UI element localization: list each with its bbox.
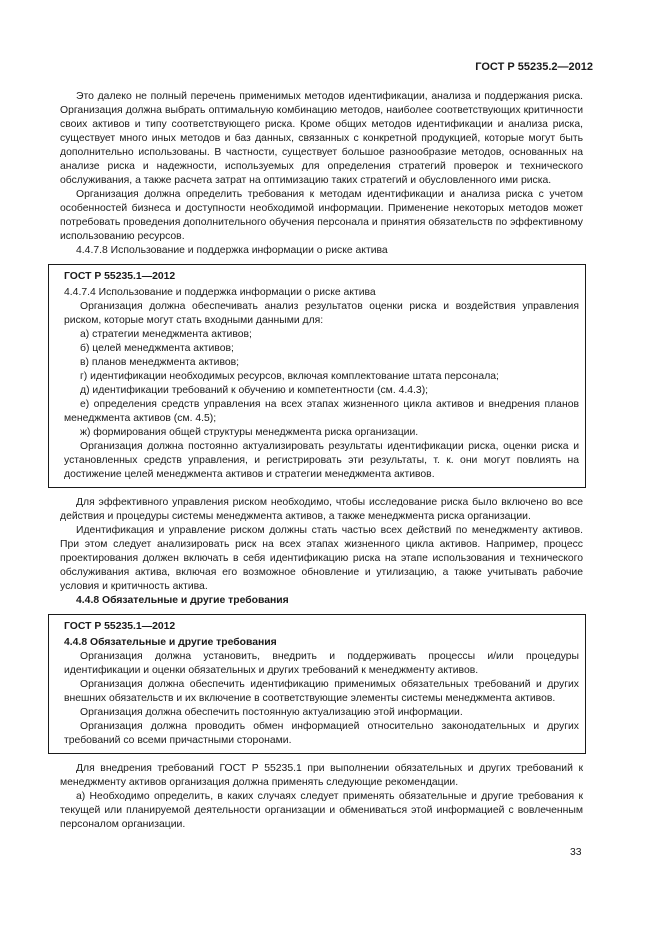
list-item: ж) формирования общей структуры менеджмента риска организации. xyxy=(80,427,419,438)
section-heading: 4.4.7.8 Использование и поддержка информации о риске актива xyxy=(76,245,388,256)
box-title: ГОСТ Р 55235.1—2012 xyxy=(64,271,176,282)
paragraph: Организация должна определить требования к методам идентификации и анализа риска с учетом особенностей бизнеса и доступности необходимой информации. Применение некоторых методов может потребовать проведения дополнительного обучения персонала и принятия обязательств по эффективному использованию ресурсов. xyxy=(60,189,583,242)
list-item: е) определения средств управления на всех этапах жизненного цикла активов и внедрения планов менеджмента активов (см. 4.5); xyxy=(64,399,579,424)
quoted-standard-box xyxy=(48,264,586,488)
box-heading: 4.4.8 Обязательные и другие требования xyxy=(64,637,277,648)
list-item: б) целей менеджмента активов; xyxy=(80,343,234,354)
paragraph: Организация должна обеспечивать анализ результатов оценки риска и воздействия управления риском, которые могут стать входными данными для: xyxy=(64,301,579,326)
list-item: в) планов менеджмента активов; xyxy=(80,357,240,368)
paragraph: Организация должна проводить обмен информацией относительно законодательных и других требований со всеми причастными сторонами. xyxy=(64,721,579,746)
paragraph: а) Необходимо определить, в каких случаях следует применять обязательные и другие требования к текущей или планируемой деятельности организации и обмениваться этой информацией с вовлеченным персоналом организации. xyxy=(60,791,583,830)
paragraph: Идентификация и управление риском должны стать частью всех действий по менеджменту активов. При этом следует анализировать риск на всех этапах жизненного цикла активов. Например, процесс проектирования должен включать в себя идентификацию риска на этапе использования и технического обслуживания актива, включая его возможное обновление и утилизацию, а также учитывать рабочие условия и критичность актива. xyxy=(60,525,583,592)
box-title: ГОСТ Р 55235.1—2012 xyxy=(64,621,176,632)
list-item: а) стратегии менеджмента активов; xyxy=(80,329,252,340)
quoted-standard-box xyxy=(48,614,586,754)
list-item: г) идентификации необходимых ресурсов, включая комплектование штата персонала; xyxy=(80,371,499,382)
list-item: д) идентификации требований к обучению и компетентности (см. 4.4.3); xyxy=(80,385,429,396)
section-heading: 4.4.8 Обязательные и другие требования xyxy=(76,595,289,606)
document-code: ГОСТ Р 55235.2—2012 xyxy=(475,61,593,73)
paragraph: Организация должна обеспечить идентификацию применимых обязательных требований и других внешних обязательств и их включение в соответствующие элементы системы менеджмента активов. xyxy=(64,679,579,704)
paragraph: Организация должна постоянно актуализировать результаты идентификации риска, оценки риска и установленных средств управления, и регистрировать эти результаты, т. к. они могут повлиять на достижение целей менеджмента активов и стратегии менеджмента активов. xyxy=(64,441,579,480)
paragraph: Организация должна обеспечить постоянную актуализацию этой информации. xyxy=(80,707,463,718)
paragraph: Организация должна установить, внедрить и поддерживать процессы и/или процедуры идентификации и оценки обязательных и других требований к менеджменту активов. xyxy=(64,651,579,676)
paragraph: Для внедрения требований ГОСТ Р 55235.1 при выполнении обязательных и других требований к менеджменту активов организация должна применять следующие рекомендации. xyxy=(60,763,583,788)
box-heading: 4.4.7.4 Использование и поддержка информации о риске актива xyxy=(64,287,376,298)
paragraph: Для эффективного управления риском необходимо, чтобы исследование риска было включено во все действия и процедуры системы менеджмента активов, а также менеджмента риска организации. xyxy=(60,497,583,522)
page-number: 33 xyxy=(570,847,582,858)
page-body xyxy=(60,90,583,832)
paragraph: Это далеко не полный перечень применимых методов идентификации, анализа и поддержания риска. Организация должна выбрать оптимальную комбинацию методов, наиболее соответствующих критичности своих активов и типу соответствующего риска. Кроме общих методов идентификации и анализа риска, существует много иных методов и баз данных, связанных с конкретной продукцией, которые могут быть дополнительно использованы. В частности, существует большое разнообразие методов, основанных на анализе риска и надежности, используемых для определения стратегий проверок и технического обслуживания, а также расчета затрат на оптимизацию таких стратегий и обусловленного ими риска. xyxy=(60,91,583,186)
